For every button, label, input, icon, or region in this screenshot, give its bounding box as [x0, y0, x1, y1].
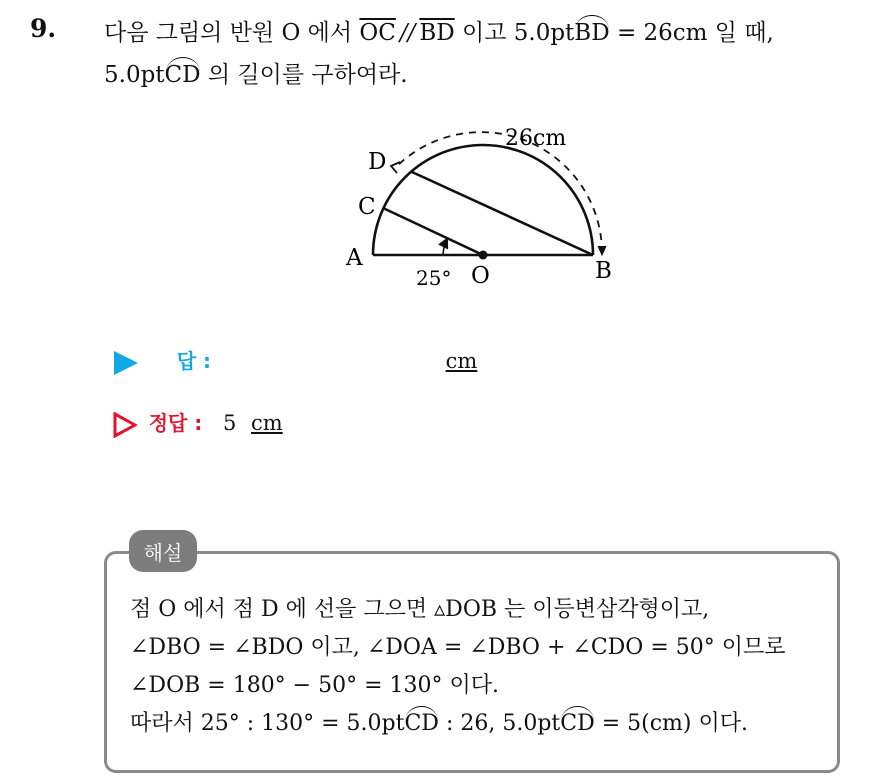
answer-label: 답 :	[176, 349, 211, 373]
solution-line-4	[130, 706, 748, 737]
correct-answer-value: 5	[222, 411, 237, 435]
correct-answer-label: 정답 :	[148, 411, 203, 435]
question-line2-text: 의 길이를 구하여라.	[200, 62, 408, 88]
label-angle: 25°	[416, 266, 452, 290]
solution-box	[104, 551, 840, 773]
parallel-symbol: //	[399, 20, 416, 46]
question-line2-prefix: 5.0pt	[104, 62, 165, 88]
label-o: O	[471, 263, 490, 289]
solution-line-1: 점 O 에서 점 D 에 선을 그으면 ▵DOB 는 이등변삼각형이고,	[130, 597, 710, 622]
answer-unit: cm	[445, 349, 478, 373]
label-b: B	[595, 258, 612, 284]
solution-line-2: ∠DBO = ∠BDO 이고, ∠DOA = ∠DBO + ∠CDO = 50° 이므로	[130, 635, 786, 660]
solution-arc-cd-2: CD	[560, 711, 595, 736]
label-d: D	[368, 149, 387, 175]
question-text-b: 이고 5.0pt	[454, 20, 575, 46]
play-triangle-icon	[112, 350, 140, 376]
question-line-2	[104, 56, 408, 89]
question-text-c: = 26cm 일 때,	[609, 20, 774, 46]
outline-triangle-icon	[112, 412, 138, 438]
segment-oc: $\overline{OC}$	[359, 20, 396, 46]
answer-row	[112, 345, 477, 376]
question-text-a: 다음 그림의 반원 O 에서	[104, 20, 360, 46]
arrowhead-b	[598, 246, 606, 255]
correct-answer-unit: cm	[251, 411, 283, 435]
center-point	[479, 251, 488, 260]
label-c: C	[358, 194, 376, 220]
solution-tag: 해설	[129, 530, 197, 572]
solution-line4-c: = 5(cm) 이다.	[594, 711, 748, 736]
correct-answer-row	[112, 407, 283, 438]
segment-oc-line	[383, 208, 483, 255]
question-line-1	[104, 14, 774, 47]
question-number: 9.	[30, 14, 57, 43]
solution-arc-cd-1: CD	[404, 711, 439, 736]
label-arc-length: 26cm	[505, 126, 567, 151]
arc-cd: CD	[164, 62, 201, 88]
angle-arc	[443, 239, 447, 255]
arc-length-dashed	[396, 132, 602, 253]
arc-bd: BD	[574, 20, 610, 46]
solution-line-3: ∠DOB = 180° − 50° = 130° 이다.	[130, 673, 500, 698]
semicircle-diagram	[340, 120, 640, 295]
solution-line4-b: : 26, 5.0pt	[438, 711, 561, 736]
label-a: A	[346, 245, 363, 271]
segment-bd: $\overline{BD}$	[419, 20, 455, 46]
solution-line4-a: 따라서 25° : 130° = 5.0pt	[130, 711, 405, 736]
